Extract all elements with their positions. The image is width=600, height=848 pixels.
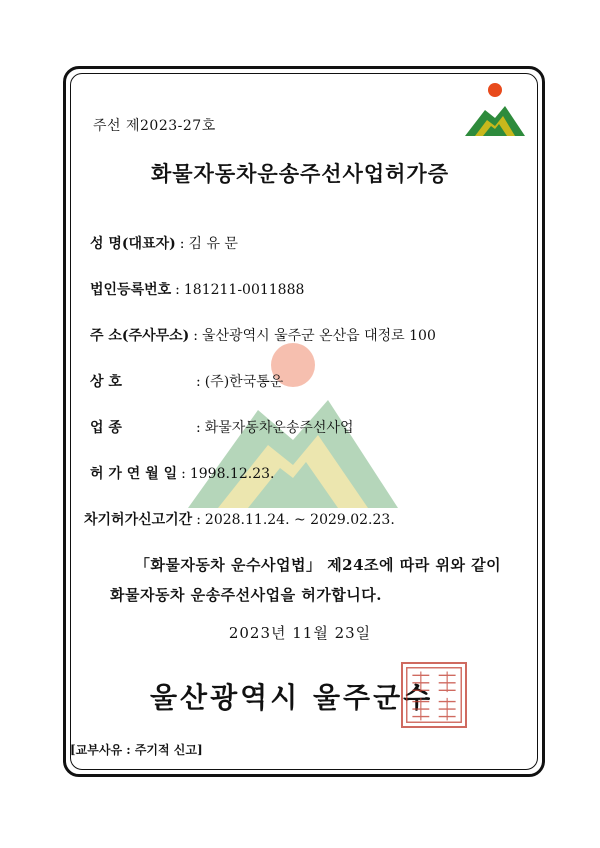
- certificate-title: 화물자동차운송주선사업허가증: [150, 161, 449, 186]
- issue-date: 2023년 11월 23일: [228, 624, 372, 642]
- field-company-name: 상 호 : (주)한국통운: [90, 371, 283, 391]
- field-address: 주 소(주사무소) : 울산광역시 울주군 온산읍 대정로 100: [90, 325, 436, 345]
- field-label: 성 명(대표자): [90, 236, 176, 252]
- field-label: 업 종: [90, 420, 122, 436]
- field-value: 1998.12.23.: [189, 466, 275, 482]
- field-value: 2028.11.24. ~ 2029.02.23.: [204, 512, 395, 528]
- field-label: 법인등록번호: [90, 282, 172, 298]
- field-label: 허 가 연 월 일: [90, 466, 178, 482]
- field-value: 화물자동차운송주선사업: [204, 420, 354, 436]
- field-value: 김 유 문: [188, 236, 238, 252]
- field-permit-date: 허 가 연 월 일 : 1998.12.23.: [90, 463, 274, 483]
- ulju-county-emblem-icon: [463, 80, 527, 140]
- field-value: 181211-0011888: [183, 282, 305, 298]
- field-business-type: 업 종 : 화물자동차운송주선사업: [90, 417, 353, 437]
- body-text-line-1: 「화물자동차 운수사업법」 제24조에 따라 위와 같이: [134, 556, 502, 574]
- document-number: 주선 제2023-27호: [93, 118, 216, 134]
- field-value: 울산광역시 울주군 온산읍 대정로 100: [202, 328, 436, 344]
- official-seal-icon: [401, 662, 467, 728]
- field-value: (주)한국통운: [204, 374, 284, 390]
- field-label: 상 호: [90, 374, 122, 390]
- field-label: 차기허가신고기간: [84, 512, 193, 528]
- issuer-name: 울산광역시 울주군수: [150, 681, 434, 714]
- issuance-reason-note: [교부사유 : 주기적 신고]: [70, 743, 203, 757]
- body-text-line-2: 화물자동차 운송주선사업을 허가합니다.: [110, 586, 382, 604]
- field-label: 주 소(주사무소): [90, 328, 190, 344]
- field-representative: 성 명(대표자) : 김 유 문: [90, 233, 238, 253]
- field-next-report-period: 차기허가신고기간 : 2028.11.24. ~ 2029.02.23.: [84, 509, 395, 529]
- field-registration-number: 법인등록번호 : 181211-0011888: [90, 279, 304, 299]
